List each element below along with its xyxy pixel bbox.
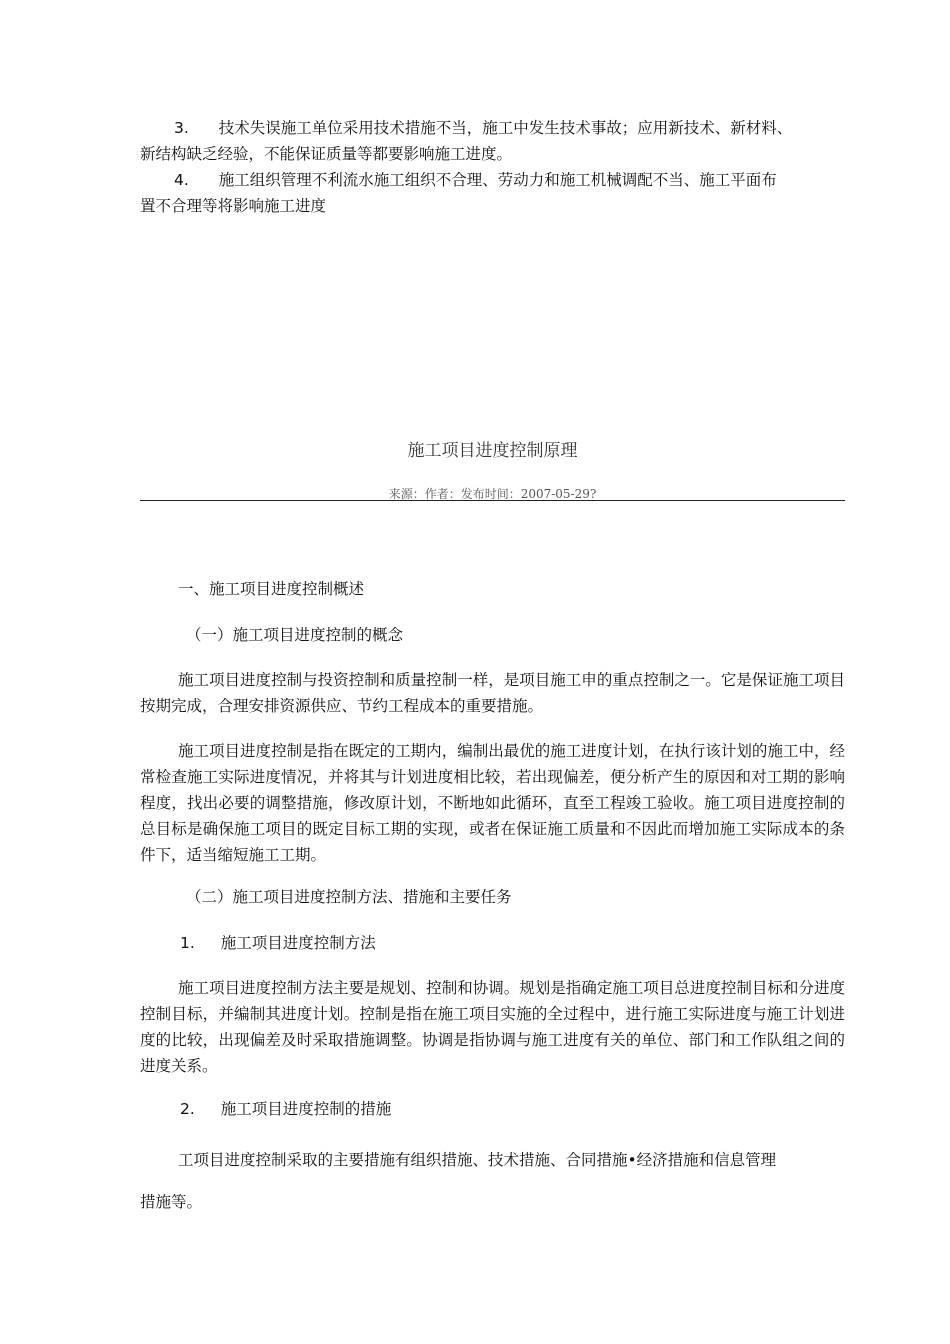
paragraph-text: 施工项目进度控制与投资控制和质量控制一样，是项目施工申的重点控制之一。它是保证施工项目按期完成，合理安排资源供应、节约工程成本的重要措施。 xyxy=(140,671,845,715)
subheading-text: （一）施工项目进度控制的概念 xyxy=(186,626,404,644)
subheading-1 xyxy=(140,622,845,648)
subheading-text: （二）施工项目进度控制方法、措施和主要任务 xyxy=(186,888,512,906)
section-heading-1 xyxy=(140,576,845,602)
list-text-line2: 新结构缺乏经验，不能保证质量等都要影响施工进度。 xyxy=(140,145,513,163)
paragraph-3 xyxy=(140,975,845,1079)
heading-text: 一、施工项目进度控制概述 xyxy=(178,580,365,598)
list-number: 1. xyxy=(180,934,195,952)
numbered-heading xyxy=(140,1096,845,1122)
list-item-4 xyxy=(140,167,845,219)
list-text-line2: 置不合理等将影响施工进度 xyxy=(140,197,327,215)
top-list xyxy=(140,115,845,219)
numbered-heading xyxy=(140,930,845,956)
list-text-line1: 施工组织管理不利流水施工组织不合理、劳动力和施工机械调配不当、施工平面布 xyxy=(218,171,777,189)
list-number: 2. xyxy=(180,1100,195,1118)
list-number: 3. xyxy=(174,119,189,137)
article-meta: 来源：作者：发布时间：2007-05-29? xyxy=(388,487,597,501)
list-item-2 xyxy=(140,1096,845,1122)
paragraph-text: 施工项目进度控制是指在既定的工期内，编制出最优的施工进度计划，在执行该计划的施工中，经常检查施工实际进度情况，并将其与计划进度相比较，若出现偏差，便分析产生的原因和对工期的影响程度，找出必要的调整措施，修改原计划，不断地如此循环，直至工程竣工验收。施工项目进度控制的总目标是确保施工项目的既定目标工期的实现，或者在保证施工质量和不因此而增加施工实际成本的条件下，适当缩短施工工期。 xyxy=(140,742,845,864)
paragraph-1 xyxy=(140,667,845,719)
title-divider xyxy=(140,500,845,501)
list-label: 施工项目进度控制方法 xyxy=(220,934,376,952)
paragraph-text: 施工项目进度控制方法主要是规划、控制和协调。规划是指确定施工项目总进度控制目标和分进度控制目标，并编制其进度计划。控制是指在施工项目实施的全过程中，进行施工实际进度与施工计划进度的比较，出现偏差及时采取措施调整。协调是指协调与施工进度有关的单位、部门和工作队组之间的进度关系。 xyxy=(140,979,845,1075)
list-number: 4. xyxy=(174,171,189,189)
paragraph-text-line2: 措施等。 xyxy=(140,1193,203,1211)
paragraph-4 xyxy=(140,1147,845,1173)
list-item-3 xyxy=(140,115,845,167)
paragraph-4-cont xyxy=(140,1189,845,1215)
list-item-1 xyxy=(140,930,845,956)
subheading-2 xyxy=(140,884,845,910)
paragraph-2 xyxy=(140,738,845,868)
list-text-line1: 技术失误施工单位采用技术措施不当，施工中发生技术事故；应用新技术、新材料、 xyxy=(218,119,793,137)
article-title: 施工项目进度控制原理 xyxy=(407,441,578,461)
list-label: 施工项目进度控制的措施 xyxy=(220,1100,392,1118)
paragraph-text-line1: 工项目进度控制采取的主要措施有组织措施、技术措施、合同措施•经济措施和信息管理 xyxy=(178,1151,777,1169)
